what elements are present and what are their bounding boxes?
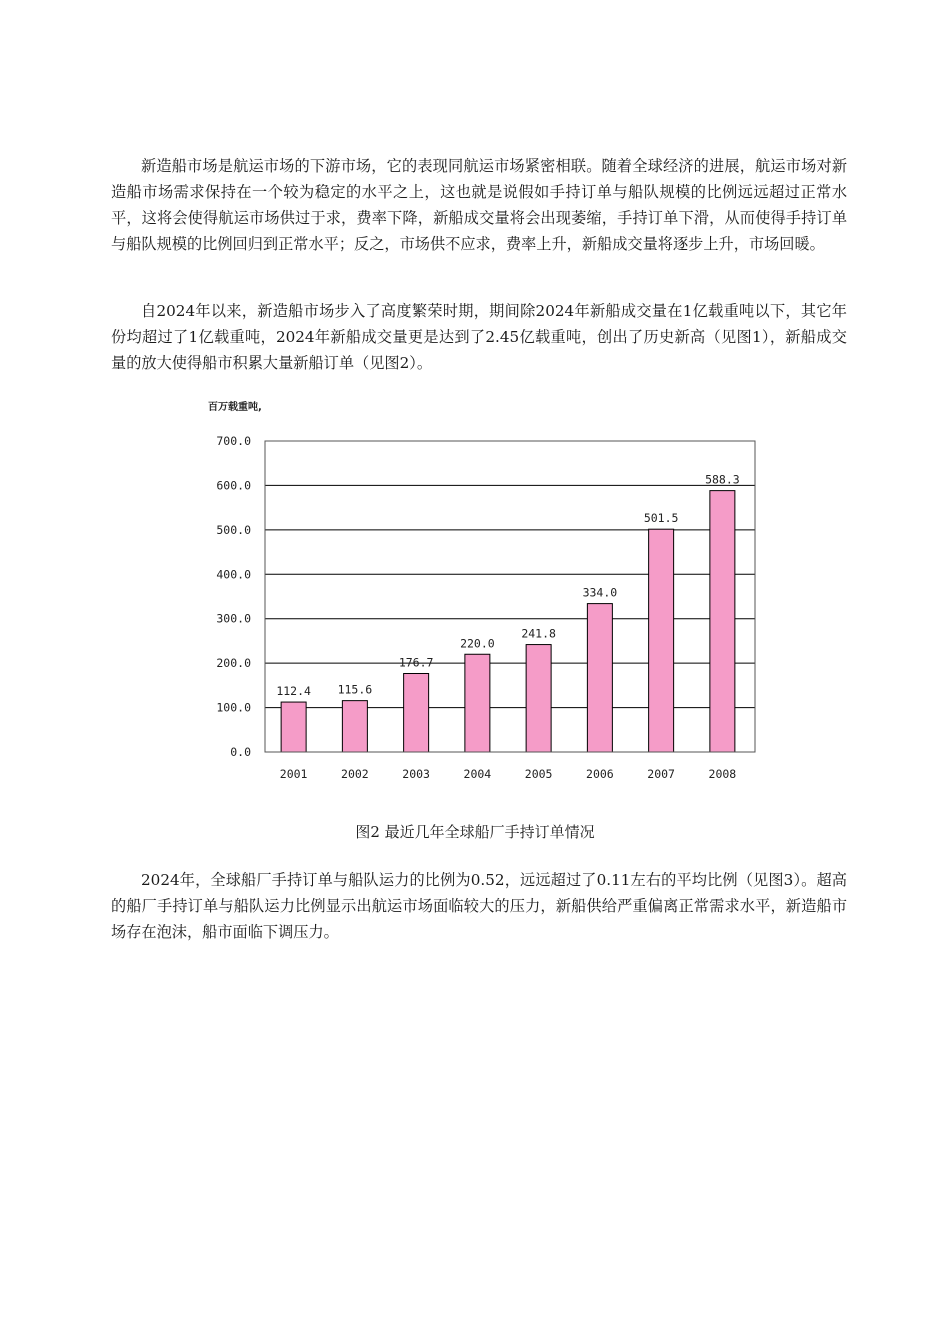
bar-2008 bbox=[710, 491, 735, 752]
bar-2007 bbox=[649, 529, 674, 752]
x-tick-label-2006: 2006 bbox=[586, 767, 614, 781]
x-tick-label-2007: 2007 bbox=[647, 767, 675, 781]
y-axis-label: 百万载重吨, bbox=[208, 402, 262, 413]
data-label-2003: 176.7 bbox=[398, 655, 434, 670]
x-tick-label-2005: 2005 bbox=[524, 767, 553, 781]
y-tick-labels bbox=[216, 434, 251, 759]
data-label-2008: 588.3 bbox=[705, 472, 740, 487]
intro-paragraph: 新造船市场是航运市场的下游市场，它的表现同航运市场紧密相联。随着全球经济的进展，航运市场对新造船市场需求保持在一个较为稳定的水平之上，这也就是说假如手持订单与船队规模的比例远远超过正常水平，这将会使得航运市场供过于求，费率下降，新船成交量将会出现萎缩，手持订单下滑，从而使得手持订单与船队规模的比例回归到正常水平；反之，市场供不应求，费率上升，新船成交量将逐步上升，市场回暖。 bbox=[111, 157, 847, 253]
bar-2003 bbox=[404, 673, 429, 752]
gridlines bbox=[265, 441, 755, 752]
x-tick-label-2004: 2004 bbox=[463, 767, 492, 781]
bar-2005 bbox=[526, 645, 551, 752]
x-tick-label-2001: 2001 bbox=[279, 767, 308, 781]
x-tick-label-2002: 2002 bbox=[341, 767, 369, 781]
orderbook-bar-chart bbox=[190, 390, 770, 800]
y-tick-label: 200.0 bbox=[216, 656, 251, 671]
x-tick-labels bbox=[280, 767, 737, 781]
plot-frame bbox=[265, 441, 755, 752]
y-tick-label: 0.0 bbox=[230, 745, 251, 759]
market-paragraph: 自2024年以来，新造船市场步入了高度繁荣时期，期间除2024年新船成交量在1亿载重吨以下，其它年份均超过了1亿载重吨，2024年新船成交量更是达到了2.45亿载重吨，创出了历史新高（见图1），新船成交量的放大使得船市积累大量新船订单（见图2）。 bbox=[111, 302, 847, 372]
data-label-2004: 220.0 bbox=[460, 636, 495, 651]
bar-2002 bbox=[342, 701, 367, 752]
y-tick-label: 300.0 bbox=[216, 611, 251, 626]
y-tick-label: 600.0 bbox=[216, 478, 251, 493]
x-tick-label-2003: 2003 bbox=[402, 767, 430, 781]
ratio-paragraph: 2024年，全球船厂手持订单与船队运力的比例为0.52，远远超过了0.11左右的平均比例（见图3）。超高的船厂手持订单与船队运力比例显示出航运市场面临较大的压力，新船供给严重偏离正常需求水平，新造船市场存在泡沫，船市面临下调压力。 bbox=[111, 871, 847, 941]
y-tick-label: 100.0 bbox=[216, 700, 251, 715]
data-label-2007: 501.5 bbox=[643, 511, 679, 526]
data-label-2002: 115.6 bbox=[337, 682, 373, 697]
data-label-2005: 241.8 bbox=[521, 626, 556, 641]
y-tick-label: 500.0 bbox=[216, 522, 251, 537]
data-label-2006: 334.0 bbox=[582, 585, 618, 600]
figure-caption: 图2 最近几年全球船厂手持订单情况 bbox=[355, 823, 595, 841]
data-label-2001: 112.4 bbox=[276, 684, 311, 699]
y-tick-label: 700.0 bbox=[216, 434, 251, 448]
bar-2004 bbox=[465, 654, 490, 752]
bar-2006 bbox=[587, 604, 612, 752]
x-tick-label-2008: 2008 bbox=[708, 767, 737, 781]
bar-2001 bbox=[281, 702, 306, 752]
y-tick-label: 400.0 bbox=[216, 567, 251, 582]
